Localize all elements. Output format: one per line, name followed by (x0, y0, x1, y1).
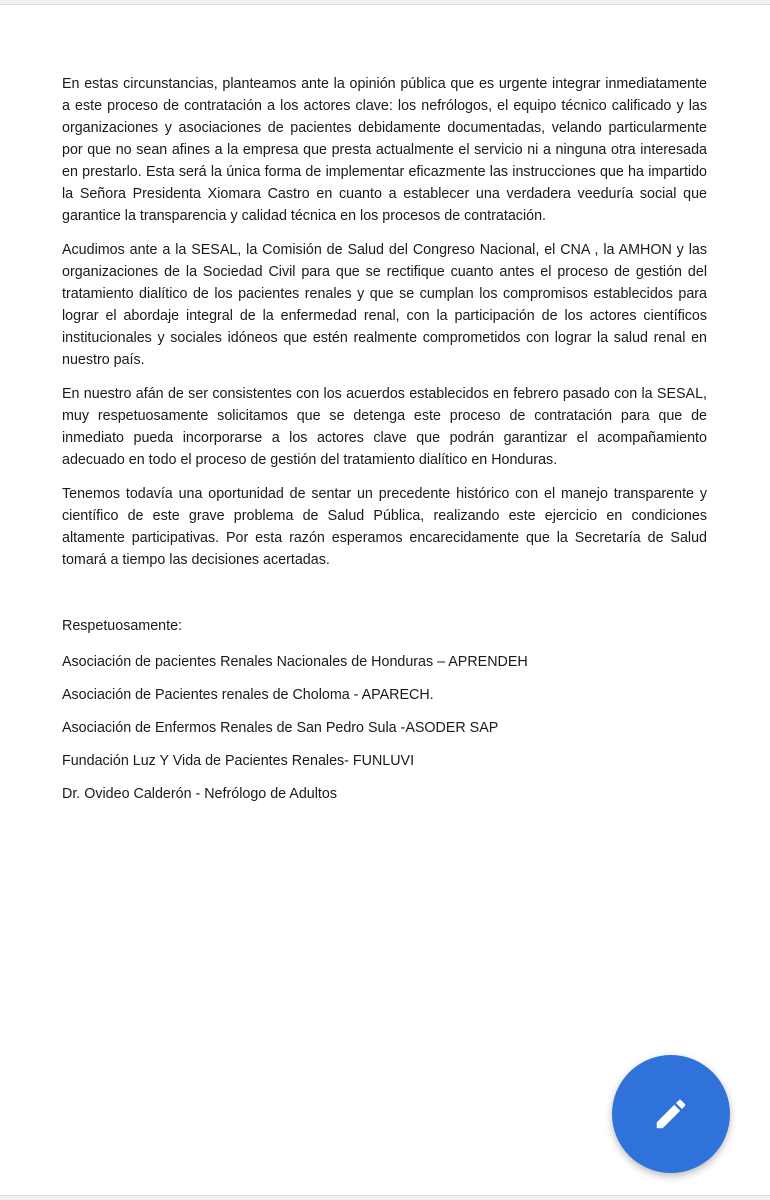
signatory: Asociación de pacientes Renales Nacionales de Honduras – APRENDEH (62, 654, 528, 670)
signatory: Dr. Ovideo Calderón - Nefrólogo de Adultos (62, 786, 337, 802)
signatory-list (62, 651, 707, 805)
paragraph: En nuestro afán de ser consistentes con los acuerdos establecidos en febrero pasado con la SESAL, muy respetuosamente solicitamos que se detenga este proceso de contratación para que de inmediato pueda incorporarse a los actores clave que podrán garantizar el acompañamiento adecuado en todo el proceso de gestión del tratamiento dialítico en Honduras. (62, 386, 707, 468)
signatory: Asociación de Pacientes renales de Choloma - APARECH. (62, 687, 434, 703)
closing-text: Respetuosamente: (62, 618, 183, 634)
edit-button[interactable] (612, 1055, 730, 1173)
paragraph: Tenemos todavía una oportunidad de sentar un precedente histórico con el manejo transparente y científico de este grave problema de Salud Pública, realizando este ejercicio en condiciones altamente participativas. Por esta razón esperamos encarecidamente que la Secretaría de Salud tomará a tiempo las decisiones acertadas. (62, 486, 707, 568)
signatory: Fundación Luz Y Vida de Pacientes Renales- FUNLUVI (62, 753, 415, 769)
pencil-icon (652, 1095, 690, 1133)
document-page (0, 4, 770, 1196)
spacer (62, 583, 707, 615)
signatory: Asociación de Enfermos Renales de San Pedro Sula -ASODER SAP (62, 720, 499, 736)
paragraph: Acudimos ante a la SESAL, la Comisión de Salud del Congreso Nacional, el CNA , la AMHON y las organizaciones de la Sociedad Civil para que se rectifique cuanto antes el proceso de gestión del tratamiento dialítico de los pacientes renales y que se cumplan los compromisos establecidos para lograr el abordaje integral de la enfermedad renal, con la participación de los actores científicos institucionales y sociales idóneos que estén realmente comprometidos con lograr la salud renal en nuestro país. (62, 242, 707, 368)
document-body (62, 73, 707, 816)
paragraph: En estas circunstancias, planteamos ante la opinión pública que es urgente integrar inmediatamente a este proceso de contratación a los actores clave: los nefrólogos, el equipo técnico calificado y las organizaciones y asociaciones de pacientes debidamente documentadas, velando particularmente por que no sean afines a la empresa que presta actualmente el servicio ni a ninguna otra interesada en prestarlo. Esta será la única forma de implementar eficazmente las instrucciones que ha impartido la Señora Presidenta Xiomara Castro en cuanto a establecer una verdadera veeduría social que garantice la transparencia y calidad técnica en los procesos de contratación. (62, 76, 707, 224)
